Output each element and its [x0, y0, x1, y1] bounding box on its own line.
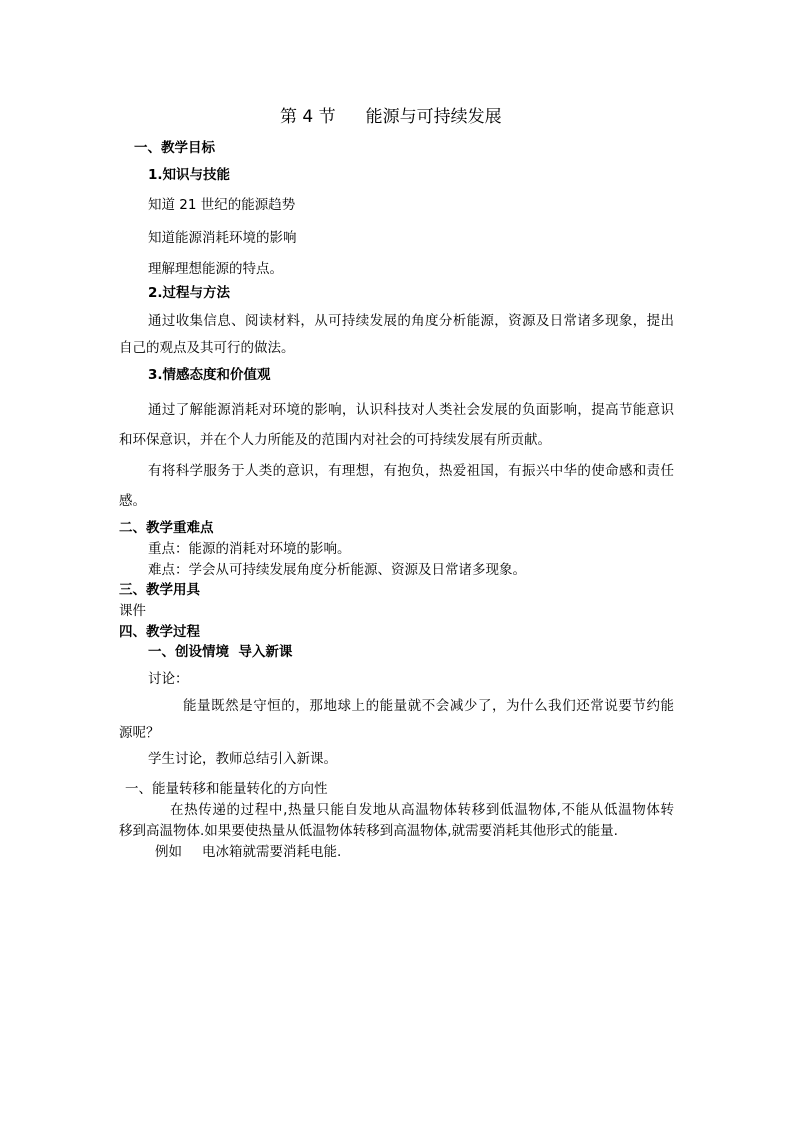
knowledge-line-2: 知道能源消耗环境的影响: [148, 230, 297, 246]
subheading-emotion-values: 3.情感态度和价值观: [148, 367, 271, 383]
emotion-para1-line-1: 通过了解能源消耗对环境的影响，认识科技对人类社会发展的负面影响，提高节能意识: [148, 402, 674, 418]
section-heading-objectives: 一、教学目标: [134, 140, 215, 156]
create-scenario-text: 一、创设情境 导入新课: [148, 644, 293, 660]
energy-para-line-2: 移到高温物体.如果要使热量从低温物体转移到高温物体,就需要消耗其他形式的能量.: [119, 823, 618, 839]
summary-line: 学生讨论，教师总结引入新课。: [148, 751, 337, 767]
title-text: 能源与可持续发展: [365, 107, 502, 127]
knowledge-line-1: 知道 21 世纪的能源趋势: [148, 197, 296, 213]
energy-para-line-1: 在热传递的过程中,热量只能自发地从高温物体转移到低温物体,不能从低温物体转: [170, 802, 674, 818]
example-line: [155, 843, 341, 861]
emotion-para2-line-1: 有将科学服务于人类的意识，有理想，有抱负，热爱祖国，有振兴中华的使命感和责任: [148, 463, 674, 479]
page-title: [280, 106, 502, 128]
energy-direction-heading: 一、能量转移和能量转化的方向性: [125, 781, 328, 797]
knowledge-line-3: 理解理想能源的特点。: [148, 261, 283, 277]
subheading-create-scenario: [148, 643, 292, 661]
emotion-para2-line-2: 感。: [119, 493, 146, 509]
title-number: 第 4 节: [280, 107, 336, 127]
tools-text: 课件: [119, 603, 146, 619]
emotion-para1-line-2: 和环保意识，并在个人力所能及的范围内对社会的可持续发展有所贡献。: [119, 432, 551, 448]
example-label: 例如: [155, 844, 182, 860]
question-line-2: 源呢？: [119, 725, 160, 741]
process-para-line-1: 通过收集信息、阅读材料，从可持续发展的角度分析能源，资源及日常诸多现象，提出: [148, 313, 674, 329]
key-point-line: 重点：能源的消耗对环境的影响。: [148, 541, 351, 557]
discuss-label: 讨论：: [148, 671, 189, 687]
section-heading-key-points: 二、教学重难点: [119, 520, 214, 536]
process-para-line-2: 自己的观点及其可行的做法。: [119, 340, 295, 356]
subheading-knowledge-skills: 1.知识与技能: [148, 167, 231, 183]
subheading-process-method: 2.过程与方法: [148, 285, 231, 301]
example-text: 电冰箱就需要消耗电能.: [202, 844, 342, 860]
section-heading-tools: 三、教学用具: [119, 582, 200, 598]
section-heading-process: 四、教学过程: [119, 624, 200, 640]
question-line-1: 能量既然是守恒的，那地球上的能量就不会减少了，为什么我们还常说要节约能: [183, 698, 674, 714]
difficult-point-line: 难点：学会从可持续发展角度分析能源、资源及日常诸多现象。: [148, 562, 526, 578]
